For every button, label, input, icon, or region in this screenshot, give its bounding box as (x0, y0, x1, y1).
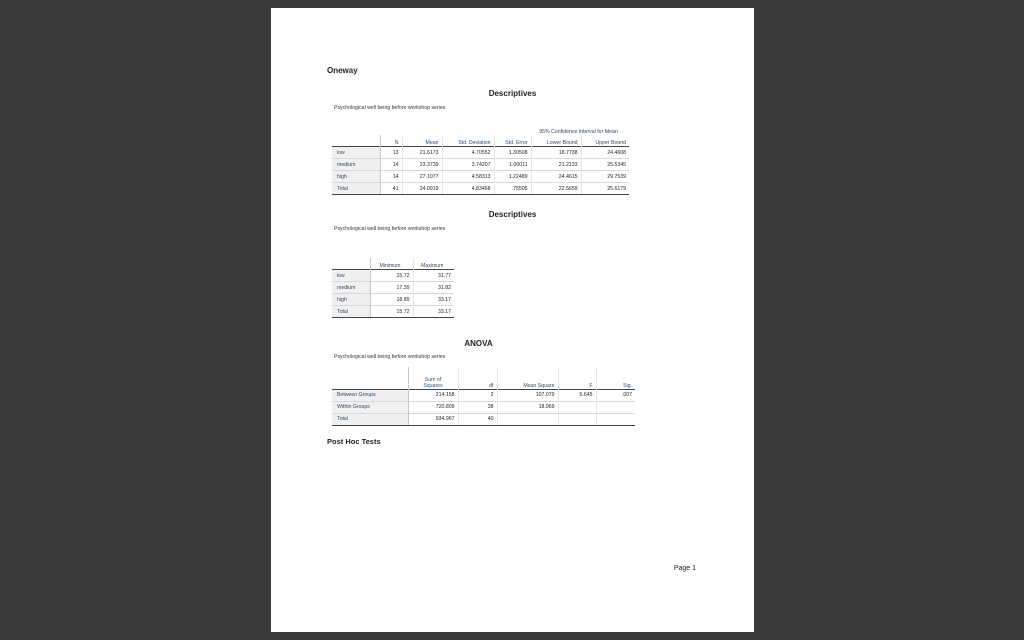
cell: .007 (596, 389, 635, 401)
cell: 2 (458, 389, 497, 401)
table-row (332, 389, 635, 401)
section-heading-oneway: Oneway (327, 66, 358, 75)
col-header: Maximum (421, 263, 444, 269)
cell: 29.7539 (581, 171, 629, 183)
cell: 4.58313 (442, 171, 494, 183)
col-header: df (458, 367, 497, 389)
cell: 214.158 (408, 389, 458, 401)
cell: 24.0919 (402, 183, 442, 195)
row-label: high (332, 171, 380, 183)
cell: 21.2133 (531, 159, 581, 171)
col-header: Sum of Squares (408, 367, 458, 389)
cell: 1.22489 (494, 171, 531, 183)
cell: 23.3739 (402, 159, 442, 171)
cell: 15.72 (370, 306, 413, 318)
cell: 31.77 (413, 270, 454, 282)
cell: 1.00011 (494, 159, 531, 171)
anova-subtitle: Psychological well being before workshop series (334, 354, 446, 360)
descriptives-minmax-table (332, 258, 454, 318)
table-row (332, 306, 454, 318)
cell: 18.969 (497, 401, 558, 413)
cell: 14 (380, 159, 402, 171)
cell: 33.17 (413, 294, 454, 306)
table-row (332, 282, 454, 294)
row-label: Total (332, 413, 408, 425)
descriptives-2-title: Descriptives (488, 210, 537, 219)
col-header: Lower Bound (531, 135, 581, 147)
row-label: medium (332, 282, 370, 294)
cell: 5.645 (558, 389, 596, 401)
cell: 25.5345 (581, 159, 629, 171)
row-label: medium (332, 159, 380, 171)
cell: 24.4608 (581, 147, 629, 159)
table-row (332, 413, 635, 425)
row-label: low (332, 270, 370, 282)
table-row (332, 401, 635, 413)
cell: 15.72 (370, 270, 413, 282)
cell: 934.967 (408, 413, 458, 425)
cell: 27.1077 (402, 171, 442, 183)
cell (497, 413, 558, 425)
cell: 22.5659 (531, 183, 581, 195)
col-header: Mean (402, 135, 442, 147)
row-label: Total (332, 183, 380, 195)
descriptives-table (332, 124, 629, 195)
cell: 720.809 (408, 401, 458, 413)
table-row (332, 171, 629, 183)
table-row (332, 147, 629, 159)
cell (558, 413, 596, 425)
cell: 33.17 (413, 306, 454, 318)
cell: 18.89 (370, 294, 413, 306)
row-label: high (332, 294, 370, 306)
row-label: Between Groups (332, 389, 408, 401)
cell: 24.4615 (531, 171, 581, 183)
col-header: Upper Bound (595, 140, 626, 146)
cell: 38 (458, 401, 497, 413)
cell: 1.30508 (494, 147, 531, 159)
row-label: Total (332, 306, 370, 318)
page-number: Page 1 (673, 565, 696, 572)
cell: 4.70552 (442, 147, 494, 159)
cell: 3.74207 (442, 159, 494, 171)
col-header: F (558, 367, 596, 389)
descriptives-subtitle: Psychological well being before workshop series (334, 105, 446, 111)
col-header: Std. Error (494, 135, 531, 147)
cell: 31.82 (413, 282, 454, 294)
descriptives-2-subtitle: Psychological well being before workshop series (334, 226, 446, 232)
cell: 18.7738 (531, 147, 581, 159)
cell: 13 (380, 147, 402, 159)
cell (596, 401, 635, 413)
cell: 107.079 (497, 389, 558, 401)
descriptives-title: Descriptives (488, 89, 537, 98)
col-header: Sig. (623, 382, 632, 389)
table-row (332, 183, 629, 195)
cell: 25.6179 (581, 183, 629, 195)
cell (558, 401, 596, 413)
cell: .75505 (494, 183, 531, 195)
row-label: low (332, 147, 380, 159)
cell: 14 (380, 171, 402, 183)
col-header: Minimum (370, 258, 413, 270)
ci-header: 95% Confidence Interval for Mean (539, 129, 618, 135)
table-row (332, 159, 629, 171)
cell: 40 (458, 413, 497, 425)
post-hoc-heading: Post Hoc Tests (327, 437, 381, 446)
table-row (332, 294, 454, 306)
anova-table (332, 367, 635, 426)
row-label: Within Groups (332, 401, 408, 413)
cell (596, 413, 635, 425)
document-page (271, 8, 754, 632)
cell: 41 (380, 183, 402, 195)
col-header: Mean Square (497, 367, 558, 389)
table-row (332, 270, 454, 282)
cell: 4.83468 (442, 183, 494, 195)
anova-title: ANOVA (464, 339, 493, 348)
cell: 21.6173 (402, 147, 442, 159)
col-header: Std. Deviation (442, 135, 494, 147)
cell: 17.39 (370, 282, 413, 294)
col-header: N (380, 135, 402, 147)
